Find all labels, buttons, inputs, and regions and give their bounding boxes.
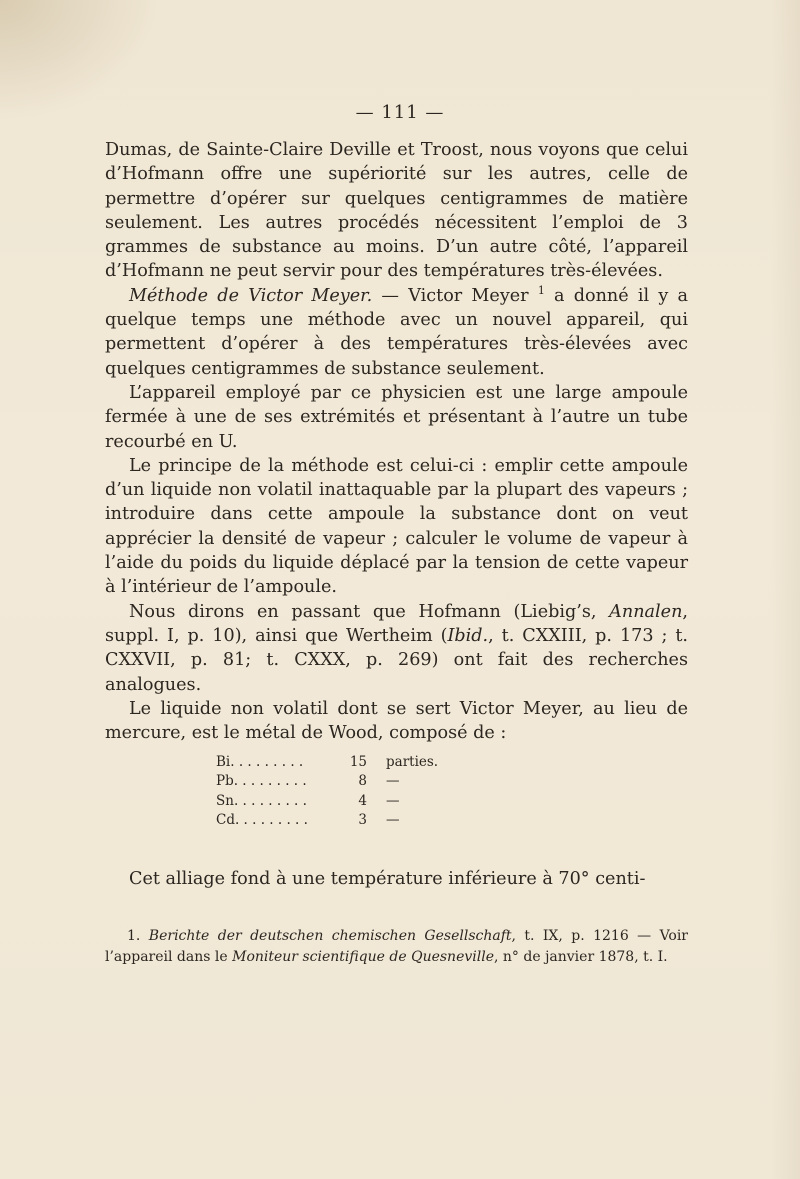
paragraph-3: L’appareil employé par ce physicien est une large ampoule fermée à une de ses extrémités et présentant à l’autre un tube recourbé en U. xyxy=(105,382,688,452)
alloy-element: Cd. . . . . . . . . xyxy=(216,812,308,829)
alloy-quantity: 3 xyxy=(358,812,367,829)
paragraph-5-text-b: , suppl. I, p. 10), ainsi que Wertheim ( xyxy=(105,601,688,646)
alloy-element: Pb. . . . . . . . . xyxy=(216,773,307,790)
paragraph-2 xyxy=(105,284,688,381)
alloy-quantity: 15 xyxy=(349,754,367,770)
paragraph-1: Dumas, de Sainte-Claire Deville et Troost, nous voyons que celui d’Hofmann offre une supériorité sur les autres, celle de permettre d’opérer sur quelques centigrammes de matière seulement. Les autres procédés nécessitent l’emploi de 3 grammes de substance au moins. D’un autre côté, l’appareil d’Hofmann ne peut servir pour des températures très-élevées. xyxy=(105,140,688,282)
footnote-number: 1. xyxy=(127,928,149,944)
alloy-composition-table xyxy=(216,753,446,831)
footnote-journal: Moniteur scientifique de Quesneville xyxy=(232,948,494,965)
footnote-source: Berichte der deutschen chemischen Gesellschaft xyxy=(148,928,512,944)
alloy-quantity: 8 xyxy=(358,773,367,790)
alloy-unit: — xyxy=(386,812,400,829)
alloy-element: Sn. . . . . . . . . xyxy=(216,792,307,809)
alloy-element: Bi. . . . . . . . . xyxy=(216,754,304,770)
footnote-text-a: , t. IX, p. 1216 — Voir l’appareil dans le xyxy=(105,928,689,965)
footnote-reference[interactable]: 1 xyxy=(537,283,545,297)
paragraph-5 xyxy=(105,600,688,697)
page-edge-shade xyxy=(770,0,800,1179)
annalen-title: Annalen xyxy=(609,601,683,622)
page-number: — 111 — xyxy=(355,102,445,123)
continuation-line: Cet alliage fond à une température inférieure à 70° centi- xyxy=(129,869,646,889)
ibid-ref: Ibid. xyxy=(447,625,489,646)
alloy-row xyxy=(216,811,446,830)
alloy-row xyxy=(216,792,446,811)
alloy-quantity: 4 xyxy=(358,792,367,809)
footnote-text-b: , n° de janvier 1878, t. I. xyxy=(494,948,668,965)
alloy-unit: parties. xyxy=(386,754,439,770)
paragraph-4: Le principe de la méthode est celui-ci : emplir cette ampoule d’un liquide non volatil inattaquable par la plupart des vapeurs ; introduire dans cette ampoule la substance dont on veut apprécier la densité de vapeur ; calculer le volume de vapeur à l’aide du poids du liquide déplacé par la tension de cette vapeur à l’intérieur de l’ampoule. xyxy=(105,455,688,598)
paragraph-2-text-a: — Victor Meyer xyxy=(372,285,538,306)
paragraph-5-text-c: , t. CXXIII, p. 173 ; t. CXXVII, p. 81; t. CXXX, p. 269) ont fait des recherches analogues. xyxy=(105,625,688,695)
alloy-unit: — xyxy=(386,773,400,790)
section-title: Méthode de Victor Meyer. xyxy=(129,285,373,306)
footnote xyxy=(105,926,688,967)
paragraph-6: Le liquide non volatil dont se sert Victor Meyer, au lieu de mercure, est le métal de Wood, composé de : xyxy=(105,698,688,744)
paragraph-2-text-b: a donné il y a quelque temps une méthode avec un nouvel appareil, qui permettent d’opérer à des températures très-élevées avec quelques centigrammes de substance seulement. xyxy=(105,285,688,379)
paragraph-5-text-a: Nous dirons en passant que Hofmann (Liebig’s, xyxy=(129,601,610,622)
body-text xyxy=(105,138,688,745)
alloy-row xyxy=(216,772,446,791)
alloy-row xyxy=(216,753,446,772)
alloy-unit: — xyxy=(386,792,400,809)
